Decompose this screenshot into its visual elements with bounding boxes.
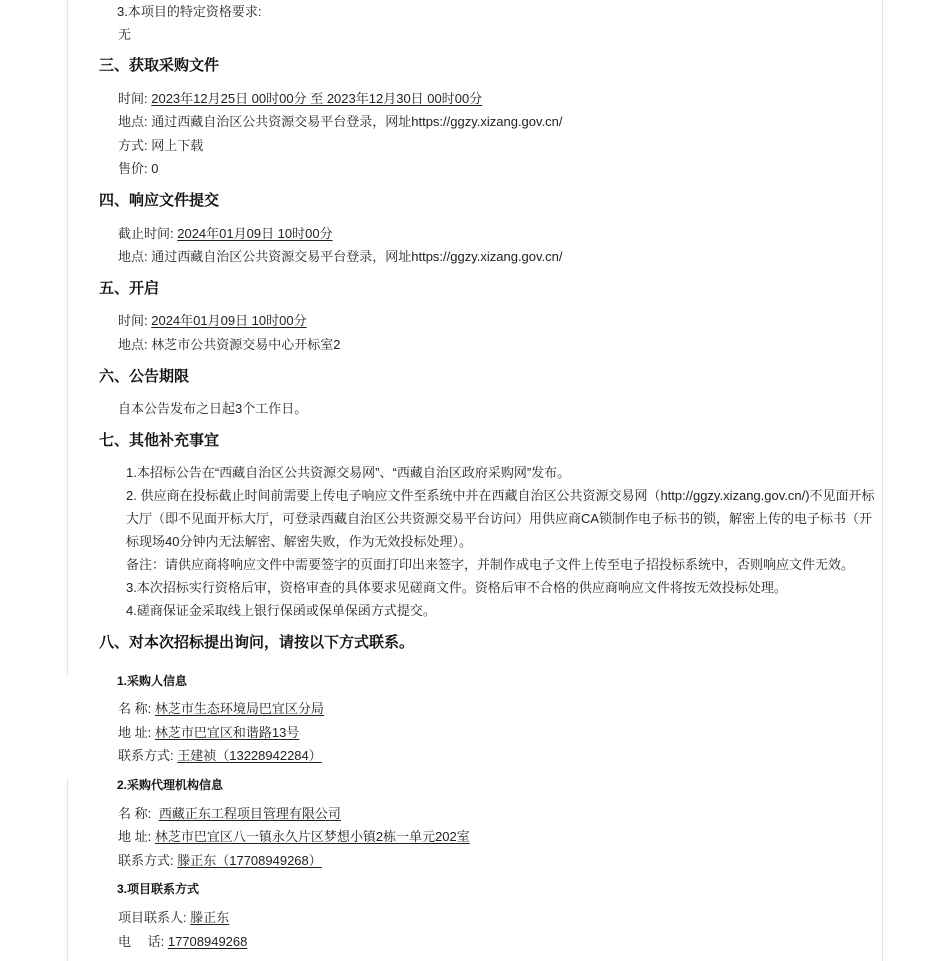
project-contact-title: 3.项目联系方式 — [117, 882, 200, 896]
requirement-3-label: 3.本项目的特定资格要求: — [117, 4, 262, 19]
s4-place-label: 地点: — [118, 249, 152, 264]
s6-text: 自本公告发布之日起3个工作日。 — [118, 401, 308, 416]
agency-contact-value: 滕正东（17708949268） — [177, 853, 322, 868]
buyer-contact-value: 王建祯（13228942284） — [177, 748, 322, 763]
project-phone-row — [118, 934, 247, 950]
section-7-title: 七、其他补充事宜 — [99, 432, 220, 449]
s7-line-2b: 大厅（即不见面开标大厅，可登录西藏自治区公共资源交易平台访问）用供应商CA锁制作电子标书的锁，解密上传的电子标书（开 — [126, 511, 873, 526]
s3-time-row — [118, 91, 482, 107]
section-4-title: 四、响应文件提交 — [99, 192, 220, 209]
s5-time-value: 2024年01月09日 10时00分 — [151, 313, 307, 328]
s3-method-row — [118, 138, 203, 154]
s3-place-value: 通过西藏自治区公共资源交易平台登录，网址https://ggzy.xizang.gov.cn/ — [151, 114, 563, 129]
s7-line-3: 3.本次招标实行资格后审，资格审查的具体要求见磋商文件。资格后审不合格的供应商响应文件将按无效投标处理。 — [126, 580, 787, 595]
project-person-value: 滕正东 — [190, 910, 230, 925]
s3-method-value: 网上下载 — [151, 138, 204, 153]
s3-price-value: 0 — [151, 161, 159, 176]
buyer-name-row — [118, 701, 324, 717]
section-5-title: 五、开启 — [99, 280, 160, 297]
s4-place-value: 通过西藏自治区公共资源交易平台登录，网址https://ggzy.xizang.gov.cn/ — [151, 249, 563, 264]
s4-deadline-label: 截止时间: — [118, 226, 178, 241]
buyer-address-value: 林芝市巴宜区和谐路13号 — [154, 725, 300, 740]
agency-address-row — [118, 829, 470, 845]
s7-line-2a: 2. 供应商在投标截止时间前需要上传电子响应文件至系统中并在西藏自治区公共资源交易网（http://ggzy.xizang.gov.cn/)不见面开标 — [126, 488, 875, 503]
s3-place-label: 地点: — [118, 114, 152, 129]
s5-time-label: 时间: — [118, 313, 152, 328]
agency-name-value: 西藏正东工程项目管理有限公司 — [158, 806, 341, 821]
agency-contact-label: 联系方式: — [118, 853, 178, 868]
agency-name-row — [118, 806, 341, 822]
page-border-right — [882, 0, 883, 961]
agency-address-label: 地 址: — [118, 829, 155, 844]
s5-place-label: 地点: — [118, 337, 152, 352]
section-6-title: 六、公告期限 — [99, 368, 190, 385]
section-8-title: 八、对本次招标提出询问，请按以下方式联系。 — [99, 634, 415, 651]
page-border-left-bottom — [67, 778, 68, 961]
section-3-title: 三、获取采购文件 — [99, 57, 220, 74]
s5-place-row — [118, 337, 340, 353]
s3-method-label: 方式: — [118, 138, 152, 153]
buyer-name-label: 名 称: — [118, 701, 155, 716]
s4-deadline-value: 2024年01月09日 10时00分 — [177, 226, 333, 241]
project-person-label: 项目联系人: — [118, 910, 191, 925]
agency-address-value: 林芝市巴宜区八一镇永久片区梦想小镇2栋一单元202室 — [154, 829, 470, 844]
s3-price-row — [118, 161, 158, 177]
buyer-name-value: 林芝市生态环境局巴宜区分局 — [154, 701, 324, 716]
buyer-info-title: 1.采购人信息 — [117, 674, 188, 688]
s5-place-value: 林芝市公共资源交易中心开标室2 — [151, 337, 341, 352]
s3-price-label: 售价: — [118, 161, 152, 176]
s3-time-label: 时间: — [118, 91, 152, 106]
agency-contact-row — [118, 853, 322, 869]
agency-name-label: 名 称: — [118, 806, 155, 821]
s3-time-value: 2023年12月25日 00时00分 至 2023年12月30日 00时00分 — [151, 91, 483, 106]
s5-time-row — [118, 313, 307, 329]
agency-info-title: 2.采购代理机构信息 — [117, 778, 224, 792]
s4-place-row — [118, 249, 563, 265]
s7-line-4: 4.磋商保证金采取线上银行保函或保单保函方式提交。 — [126, 603, 436, 618]
project-person-row — [118, 910, 229, 926]
buyer-contact-row — [118, 748, 322, 764]
project-phone-value: 17708949268 — [167, 934, 248, 949]
requirement-3-value: 无 — [118, 27, 132, 42]
s4-deadline-row — [118, 226, 333, 242]
project-phone-label: 电 话: — [118, 934, 168, 949]
buyer-address-row — [118, 725, 299, 741]
page-border-left-top — [67, 0, 68, 676]
buyer-address-label: 地 址: — [118, 725, 155, 740]
buyer-contact-label: 联系方式: — [118, 748, 178, 763]
s3-place-row — [118, 114, 563, 130]
s7-line-2c: 标现场40分钟内无法解密、解密失败，作为无效投标处理）。 — [126, 534, 472, 549]
s7-line-1: 1.本招标公告在“西藏自治区公共资源交易网”、“西藏自治区政府采购网”发布。 — [126, 465, 571, 480]
s7-note: 备注：请供应商将响应文件中需要签字的页面打印出来签字，并制作成电子文件上传至电子招投标系统中，否则响应文件无效。 — [126, 557, 855, 572]
